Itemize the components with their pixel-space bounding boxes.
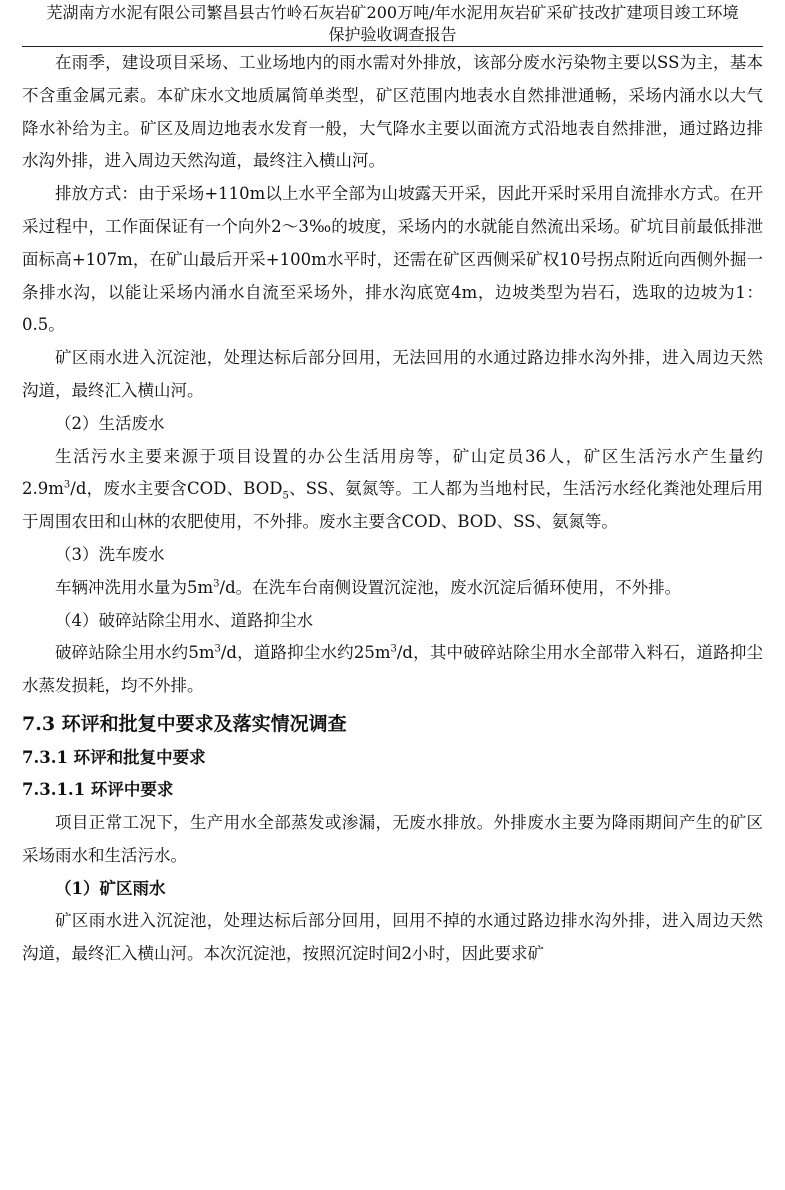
section-heading-7-3-1-1: 7.3.1.1 环评中要求 xyxy=(22,779,174,799)
subheading-mine-rainwater: （1）矿区雨水 xyxy=(55,878,166,898)
section-heading-7-3-1: 7.3.1 环评和批复中要求 xyxy=(22,747,206,767)
paragraph-discharge-method: 排放方式：由于采场+110m以上水平全部为山坡露天开采，因此开采时采用自流排水方式。在开采过程中，工作面保证有一个向外2～3‰的坡度，采场内的水就能自然流出采场。矿坑目前最低排泄面标高+107m，在矿山最后开采+100m水平时，还需在矿区西侧采矿权10号拐点附近向西侧外掘一条排水沟，以能让采场内涌水自流至采场外，排水沟底宽4m，边坡类型为岩石，选取的边坡为1：0.5。 xyxy=(22,184,763,335)
subheading-dust-suppression: （4）破碎站除尘用水、道路抑尘水 xyxy=(55,610,313,630)
paragraph-mine-rainwater: 矿区雨水进入沉淀池，处理达标后部分回用，回用不掉的水通过路边排水沟外排，进入周边天然沟道，最终汇入横山河。本次沉淀池，按照沉淀时间2小时，因此要求矿 xyxy=(22,911,763,964)
section-heading-7-3: 7.3 环评和批复中要求及落实情况调查 xyxy=(22,712,347,735)
page-header xyxy=(0,2,785,46)
paragraph-dust-suppression: 破碎站除尘用水约$5m^3/d$，道路抑尘水约$25m^3/d$，其中破碎站除尘用水全部带入料石，道路抑尘水蒸发损耗，均不外排。 xyxy=(22,643,764,696)
document-body xyxy=(22,47,763,971)
paragraph-rainwater: 在雨季，建设项目采场、工业场地内的雨水需对外排放，该部分废水污染物主要以SS为主，基本不含重金属元素。本矿床水文地质属简单类型，矿区范围内地表水自然排泄通畅，采场内涌水以大气降水补给为主。矿区及周边地表水发育一般，大气降水主要以面流方式沿地表自然排泄，通过路边排水沟外排，进入周边天然沟道，最终注入横山河。 xyxy=(22,53,763,171)
paragraph-eia-requirement: 项目正常工况下，生产用水全部蒸发或渗漏，无废水排放。外排废水主要为降雨期间产生的矿区采场雨水和生活污水。 xyxy=(22,812,763,865)
paragraph-rainwater-treatment: 矿区雨水进入沉淀池，处理达标后部分回用，无法回用的水通过路边排水沟外排，进入周边天然沟道，最终汇入横山河。 xyxy=(22,348,763,400)
header-title-line1: 芜湖南方水泥有限公司繁昌县古竹岭石灰岩矿200万吨/年水泥用灰岩矿采矿技改扩建项目竣工环境 xyxy=(46,3,739,22)
header-title-line2: 保护验收调查报告 xyxy=(328,25,457,44)
paragraph-car-wash: 车辆冲洗用水量为$5m^3/d$。在洗车台南侧设置沉淀池，废水沉淀后循环使用，不外排。 xyxy=(55,577,682,597)
subheading-domestic-wastewater: （2）生活废水 xyxy=(55,413,165,433)
subheading-car-wash-wastewater: （3）洗车废水 xyxy=(55,544,165,564)
paragraph-domestic-wastewater: 生活污水主要来源于项目设置的办公生活用房等，矿山定员36人，矿区生活污水产生量约$2.9m^3/d$，废水主要含COD、$BOD_5$、SS、氨氮等。工人都为当地村民，生活污水经化粪池处理后用于周围农田和山林的农肥使用，不外排。废水主要含COD、BOD、SS、氨氮等。 xyxy=(22,446,763,532)
